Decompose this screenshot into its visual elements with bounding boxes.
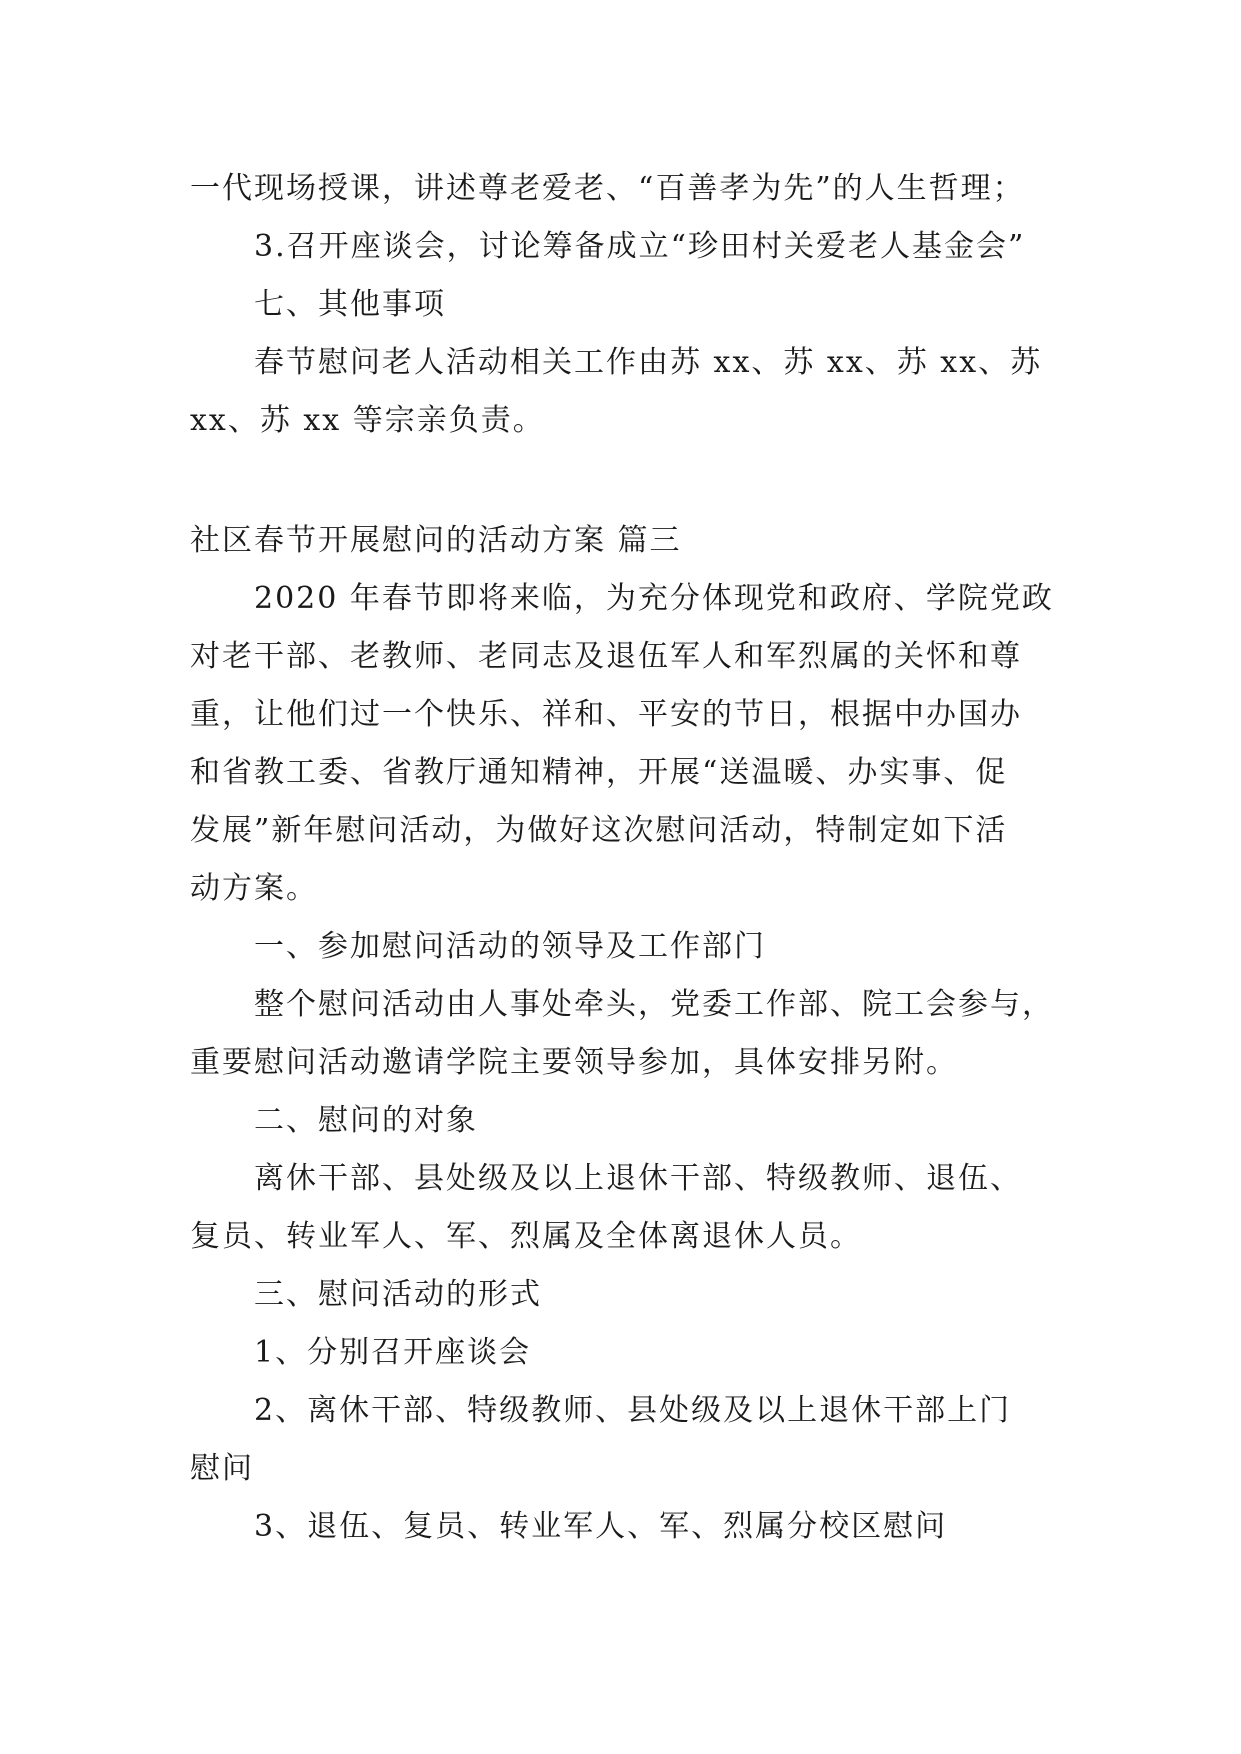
- text-line: 离休干部、县处级及以上退休干部、特级教师、退伍、: [254, 1161, 1022, 1196]
- list-item: 2、离休干部、特级教师、县处级及以上退休干部上门: [254, 1393, 1012, 1428]
- text-line: 2020 年春节即将来临，为充分体现党和政府、学院党政: [254, 581, 1054, 616]
- text-line: 动方案。: [190, 871, 318, 906]
- text-line: 和省教工委、省教厅通知精神，开展“送温暖、办实事、促: [190, 755, 1008, 790]
- text-line: 慰问: [190, 1451, 254, 1486]
- section-heading: 三、慰问活动的形式: [254, 1277, 542, 1312]
- document-title: 社区春节开展慰问的活动方案 篇三: [190, 523, 682, 558]
- text-line: 3.召开座谈会，讨论筹备成立“珍田村关爱老人基金会”: [254, 229, 1026, 264]
- list-item: 3、退伍、复员、转业军人、军、烈属分校区慰问: [254, 1509, 948, 1544]
- text-line: 整个慰问活动由人事处牵头，党委工作部、院工会参与，: [254, 987, 1054, 1022]
- text-line: 重要慰问活动邀请学院主要领导参加，具体安排另附。: [190, 1045, 958, 1080]
- text-line: 一代现场授课，讲述尊老爱老、“百善孝为先”的人生哲理；: [190, 171, 1025, 206]
- section-heading: 二、慰问的对象: [254, 1103, 478, 1138]
- text-line: 对老干部、老教师、老同志及退伍军人和军烈属的关怀和尊: [190, 639, 1022, 674]
- text-line: 发展”新年慰问活动，为做好这次慰问活动，特制定如下活: [190, 813, 1008, 848]
- section-heading: 一、参加慰问活动的领导及工作部门: [254, 929, 766, 964]
- list-item: 1、分别召开座谈会: [254, 1335, 532, 1370]
- section-heading: 七、其他事项: [254, 287, 446, 322]
- text-line: 春节慰问老人活动相关工作由苏 xx、苏 xx、苏 xx、苏: [254, 345, 1043, 380]
- text-line: xx、苏 xx 等宗亲负责。: [190, 403, 545, 438]
- text-line: 复员、转业军人、军、烈属及全体离退休人员。: [190, 1219, 862, 1254]
- text-line: 重，让他们过一个快乐、祥和、平安的节日，根据中办国办: [190, 697, 1022, 732]
- document-body: [190, 160, 1065, 1556]
- paragraph-gap: [190, 450, 1065, 512]
